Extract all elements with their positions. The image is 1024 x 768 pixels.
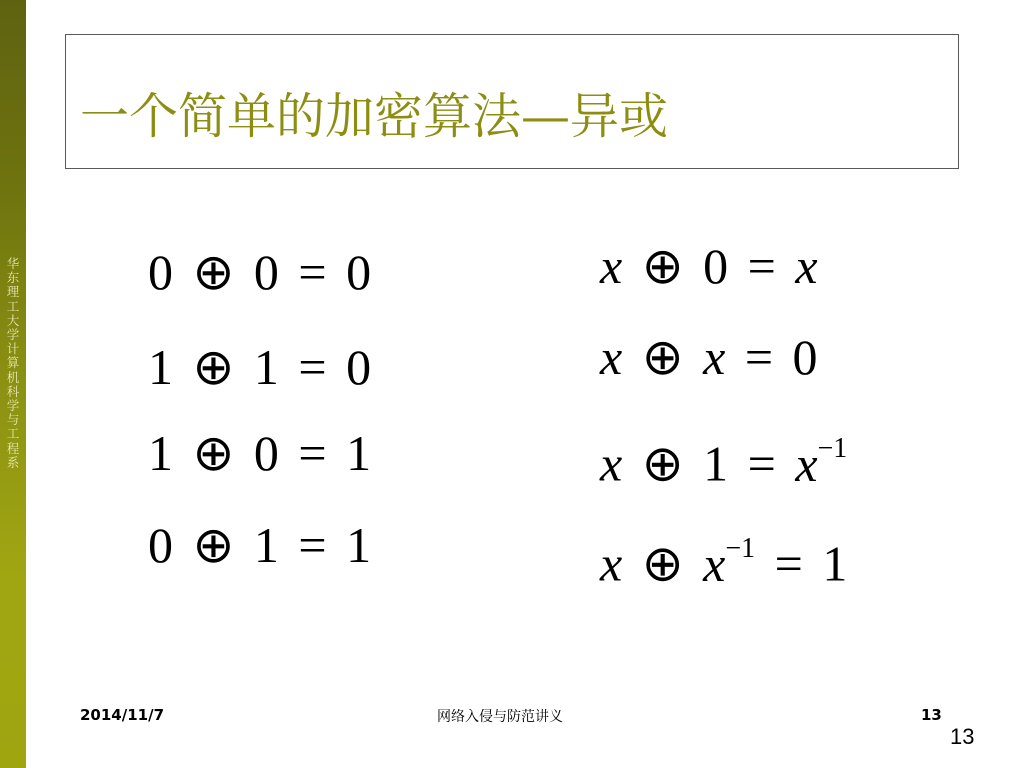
slide-title: 一个简单的加密算法—异或 — [80, 88, 669, 145]
operand: 1 — [253, 517, 279, 573]
variable-x-base: x — [795, 435, 818, 492]
xor-symbol: ⊕ — [641, 238, 684, 294]
equals-sign: = — [744, 329, 774, 385]
operand: 0 — [253, 244, 279, 300]
equation-right-3 — [600, 425, 847, 494]
footer-date: 2014/11/7 — [80, 706, 165, 724]
variable-x: x — [703, 329, 726, 385]
operand: 1 — [703, 435, 729, 492]
title-box — [65, 34, 959, 169]
variable-x: x — [600, 435, 623, 492]
exponent-minus-one: −1 — [817, 433, 848, 464]
xor-symbol: ⊕ — [192, 425, 235, 481]
variable-x-base: x — [703, 535, 726, 592]
result: 0 — [346, 339, 372, 395]
variable-x: x — [600, 329, 623, 385]
xor-symbol: ⊕ — [192, 339, 235, 395]
variable-x: x — [600, 238, 623, 294]
variable-x — [703, 533, 756, 592]
xor-symbol: ⊕ — [641, 535, 684, 592]
variable-x: x — [795, 238, 818, 294]
variable-x — [795, 433, 848, 492]
xor-symbol: ⊕ — [192, 517, 235, 573]
equation-left-1 — [148, 242, 371, 302]
operand: 0 — [703, 238, 729, 294]
equation-right-1 — [600, 236, 818, 296]
result: 0 — [346, 244, 372, 300]
equals-sign: = — [298, 339, 327, 395]
equals-sign: = — [298, 425, 327, 481]
equation-left-3 — [148, 423, 371, 483]
equals-sign: = — [747, 435, 776, 492]
sidebar-bar — [0, 0, 26, 768]
variable-x: x — [600, 535, 623, 592]
operand: 0 — [148, 517, 173, 573]
operand: 0 — [253, 425, 279, 481]
exponent-minus-one: −1 — [725, 533, 756, 564]
equation-right-2 — [600, 327, 818, 387]
equation-left-4 — [148, 515, 371, 575]
equation-left-2 — [148, 337, 371, 397]
equals-sign: = — [298, 517, 327, 573]
footer-slide-number: 13 — [921, 706, 942, 724]
result: 1 — [822, 535, 848, 592]
result: 1 — [346, 425, 372, 481]
equals-sign: = — [774, 535, 803, 592]
equals-sign: = — [747, 238, 776, 294]
equals-sign: = — [298, 244, 327, 300]
footer-title: 网络入侵与防范讲义 — [437, 709, 563, 725]
equation-right-4 — [600, 525, 847, 594]
xor-symbol: ⊕ — [641, 435, 684, 492]
operand: 1 — [148, 339, 173, 395]
sidebar-vertical-text: 华东理工大学计算机科学与工程系 — [6, 256, 20, 470]
result: 1 — [346, 517, 372, 573]
operand: 1 — [253, 339, 279, 395]
result: 0 — [792, 329, 818, 385]
xor-symbol: ⊕ — [641, 329, 684, 385]
xor-symbol: ⊕ — [192, 244, 235, 300]
operand: 0 — [148, 244, 173, 300]
operand: 1 — [148, 425, 173, 481]
page-number: 13 — [950, 724, 975, 749]
